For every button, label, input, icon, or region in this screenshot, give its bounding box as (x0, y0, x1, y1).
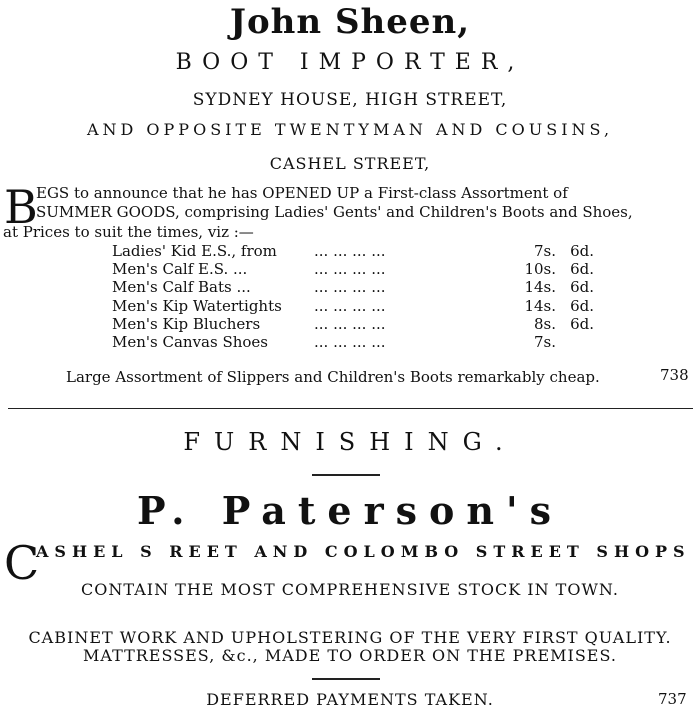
price-pence: 6d. (570, 242, 594, 260)
price-item: Men's Canvas Shoes (112, 333, 268, 352)
price-shillings: 10s. (524, 260, 556, 279)
address-line-3: CASHEL STREET, (269, 154, 431, 173)
price-item: Ladies' Kid E.S., from (112, 242, 277, 260)
drop-cap: B (4, 180, 38, 234)
price-leader: ... ... ... ... (314, 333, 386, 352)
price-leader: ... ... ... ... (314, 314, 386, 333)
price-pence: 6d. (570, 296, 594, 315)
body-line-3: at Prices to suit the times, viz :— (3, 223, 254, 241)
price-shillings: 14s. (524, 296, 556, 315)
price-row (112, 315, 594, 333)
price-pence: 6d. (570, 314, 594, 333)
price-shillings: 7s. (533, 333, 556, 352)
quality-line: CABINET WORK AND UPHOLSTERING OF THE VERY FIRST QUALITY. (28, 628, 672, 647)
mattress-line: MATTRESSES, &c., MADE TO ORDER ON THE PREMISES. (83, 646, 617, 665)
price-row (112, 278, 594, 296)
price-row (112, 242, 594, 260)
ad-number: 738 (660, 366, 689, 384)
shop-line: ASHEL S REET AND COLOMBO STREET SHOPS (36, 542, 691, 561)
price-pence: 6d. (570, 278, 594, 297)
price-shillings: 14s. (524, 278, 556, 297)
price-leader: ... ... ... ... (314, 242, 386, 260)
price-row (112, 333, 594, 351)
price-shillings: 7s. (533, 242, 556, 260)
address-line-1: SYDNEY HOUSE, HIGH STREET, (192, 90, 508, 110)
stock-line: CONTAIN THE MOST COMPREHENSIVE STOCK IN TOWN. (81, 580, 619, 599)
body-line-1: EGS to announce that he has OPENED UP a First-class Assortment of (36, 184, 568, 202)
price-item: Men's Kip Watertights (112, 296, 282, 315)
short-rule (312, 474, 380, 476)
body-line-2: SUMMER GOODS, comprising Ladies' Gents' and Children's Boots and Shoes, (36, 203, 633, 221)
divider-rule (8, 408, 693, 409)
price-row (112, 260, 594, 278)
price-pence: 6d. (570, 260, 594, 279)
advertiser-trade: BOOT IMPORTER, (175, 50, 525, 75)
price-item: Men's Kip Bluchers (112, 314, 261, 333)
price-list (112, 242, 594, 351)
advertiser-name: John Sheen, (229, 2, 471, 42)
section-heading: FURNISHING. (183, 428, 517, 456)
address-line-2: AND OPPOSITE TWENTYMAN AND COUSINS, (86, 120, 614, 139)
price-leader: ... ... ... ... (314, 278, 386, 297)
ad-number: 737 (658, 690, 687, 708)
footer-note: Large Assortment of Slippers and Children's Boots remarkably cheap. (66, 368, 600, 386)
price-leader: ... ... ... ... (314, 260, 386, 279)
advertiser-name: P. Paterson's (136, 488, 564, 533)
price-item: Men's Calf E.S. ... (112, 260, 248, 279)
payments-line: DEFERRED PAYMENTS TAKEN. (206, 690, 494, 709)
price-shillings: 8s. (533, 314, 556, 333)
price-leader: ... ... ... ... (314, 296, 386, 315)
price-item: Men's Calf Bats ... (112, 278, 251, 297)
price-row (112, 297, 594, 315)
short-rule-2 (312, 678, 380, 680)
price-pence (556, 333, 594, 351)
drop-cap: C (4, 536, 40, 590)
